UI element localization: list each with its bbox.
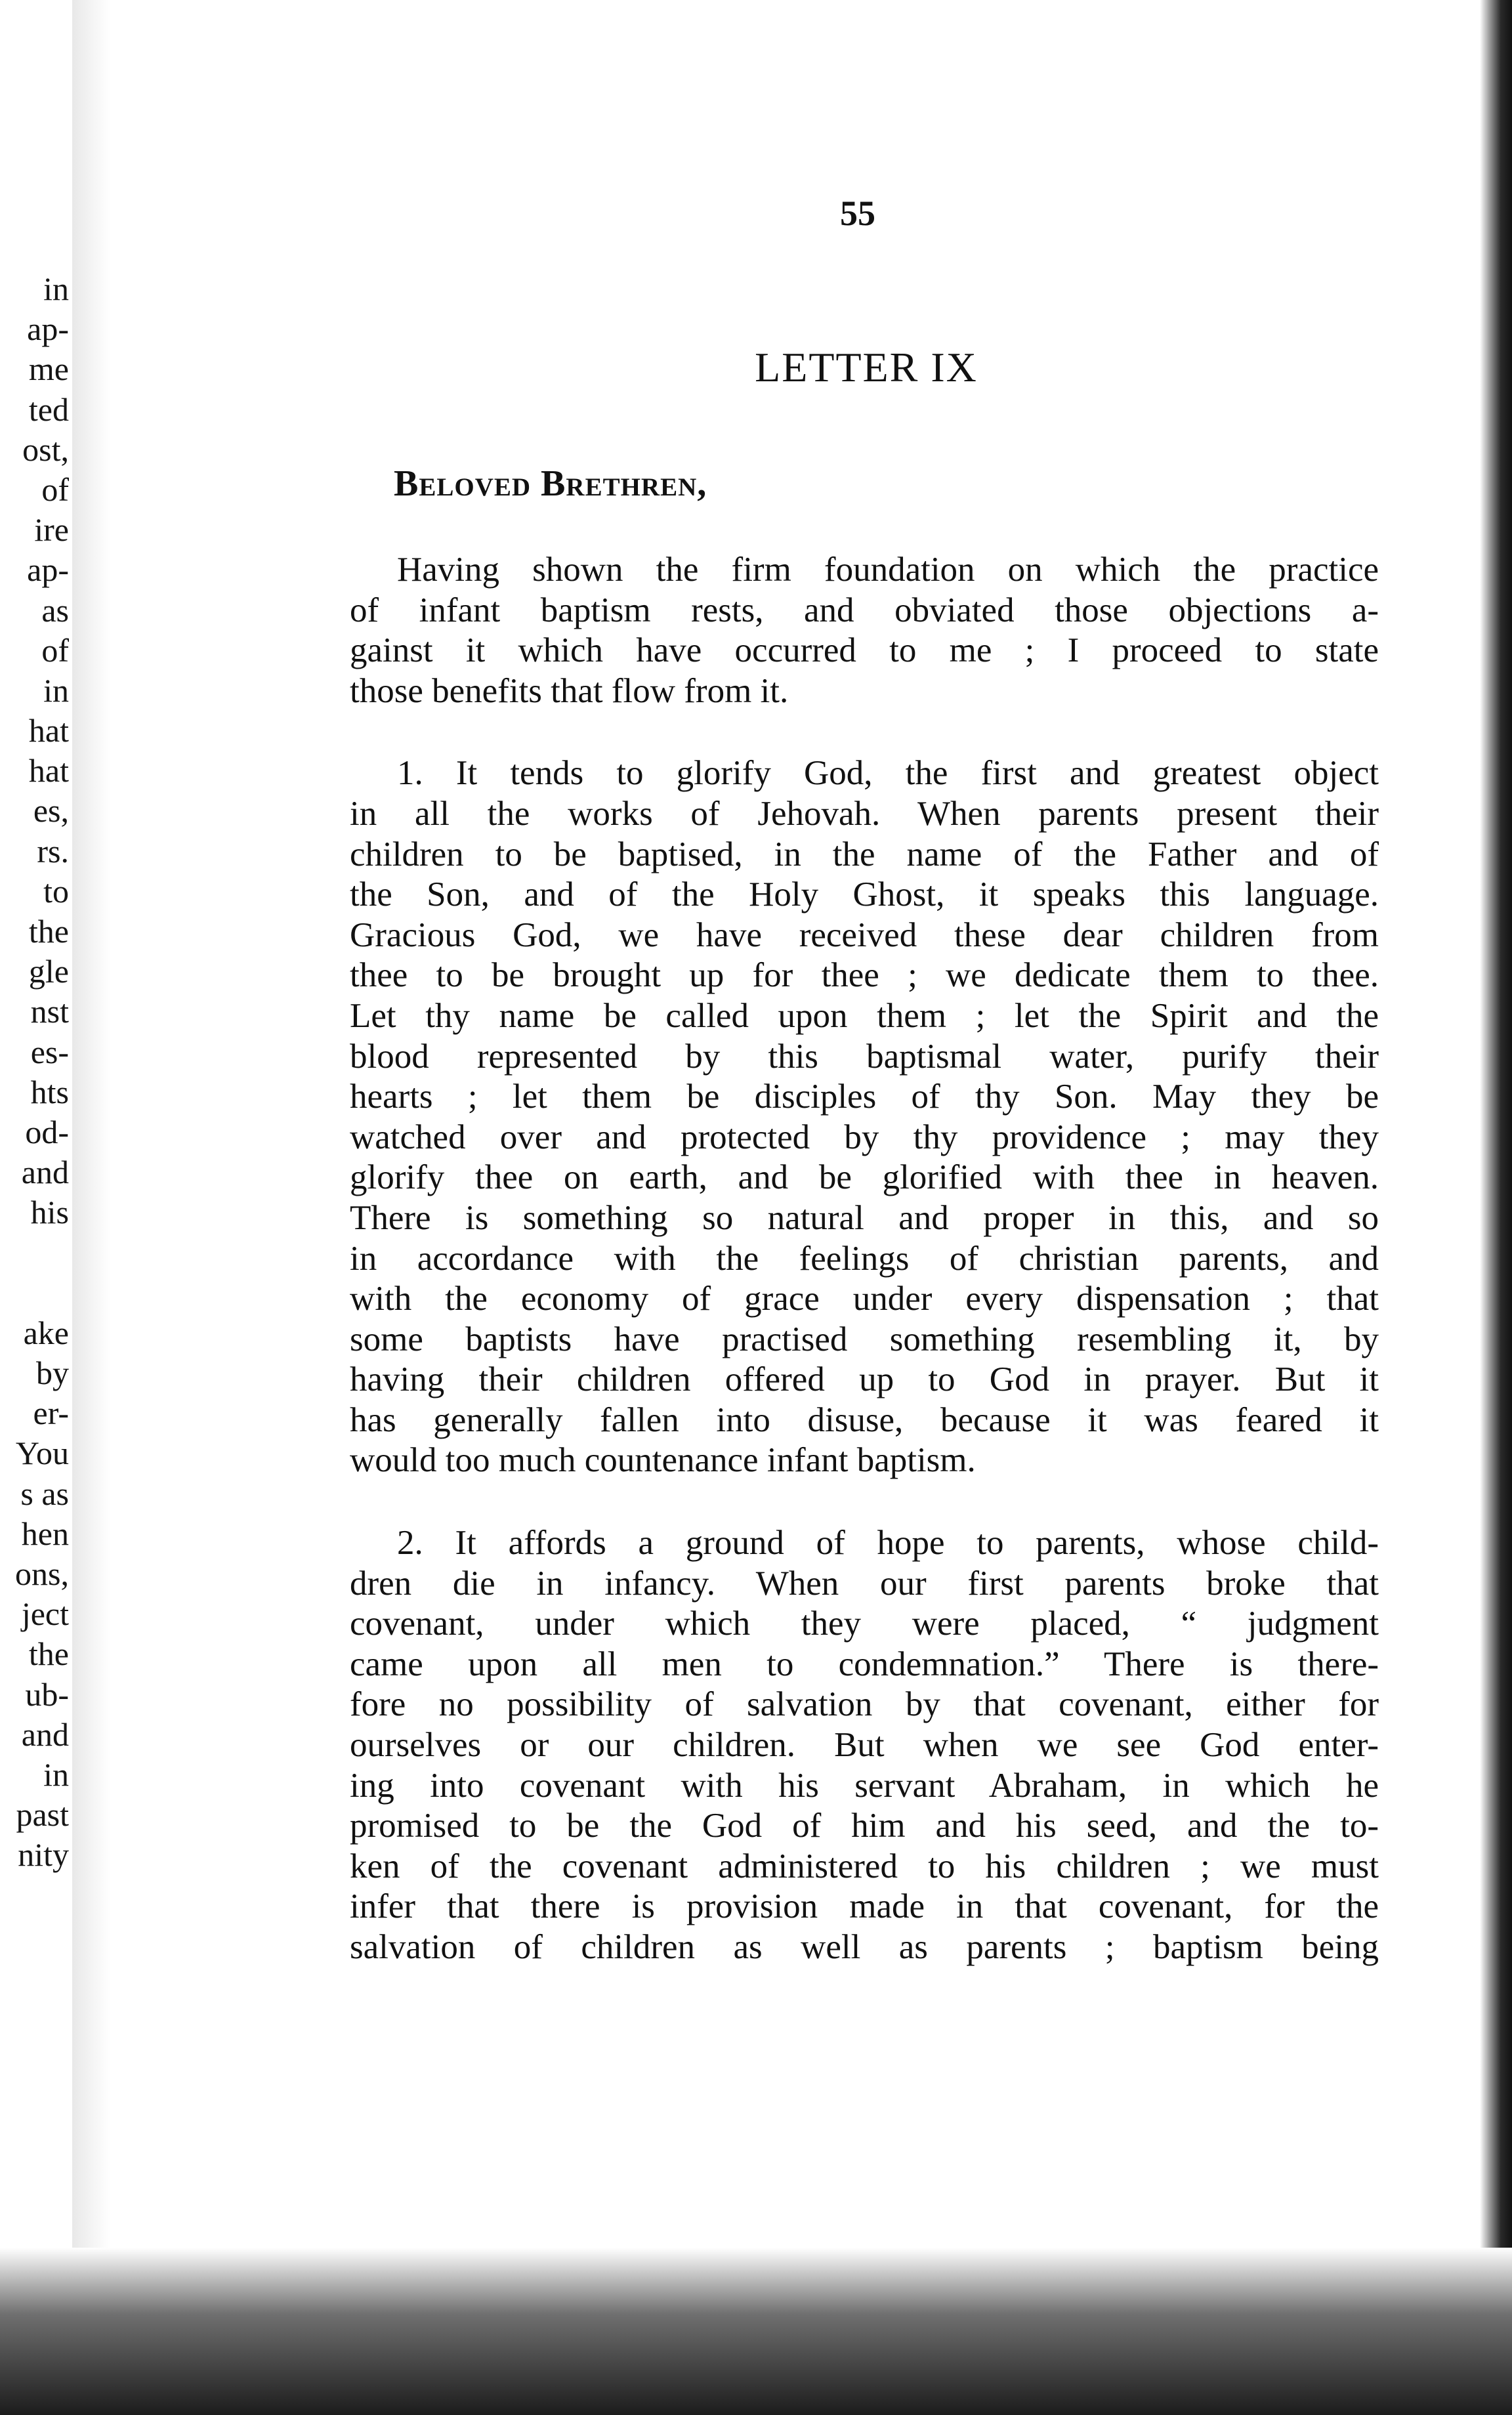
paragraph-1 bbox=[350, 753, 1379, 1481]
text-line: the Son, and of the Holy Ghost, it speaks this language. bbox=[350, 875, 1379, 914]
facing-fragment bbox=[0, 1273, 69, 1313]
text-line: children to be baptised, in the name of the Father and of bbox=[350, 835, 1379, 873]
text-line: would too much countenance infant baptism. bbox=[350, 1441, 976, 1480]
facing-fragment: ub- bbox=[25, 1675, 69, 1713]
scan-bottom-shadow bbox=[0, 2248, 1512, 2415]
facing-fragment: me bbox=[28, 350, 69, 388]
facing-fragment: es- bbox=[30, 1033, 69, 1070]
page-number: 55 bbox=[840, 194, 875, 233]
text-line: hearts ; let them be disciples of thy Son. May they be bbox=[350, 1078, 1379, 1116]
facing-fragment: past bbox=[16, 1796, 69, 1834]
facing-fragment: ost, bbox=[22, 430, 69, 468]
facing-fragment: s as bbox=[20, 1475, 69, 1512]
text-line: Gracious God, we have received these dear children from bbox=[350, 915, 1379, 954]
facing-fragment: the bbox=[28, 1635, 69, 1673]
facing-fragment: and bbox=[21, 1715, 69, 1753]
facing-fragment: in bbox=[43, 671, 69, 709]
facing-fragment: ons, bbox=[15, 1555, 69, 1592]
facing-fragment: hat bbox=[28, 712, 69, 749]
text-line: promised to be the God of him and his seed, and the to- bbox=[350, 1807, 1379, 1845]
text-line: infer that there is provision made in that covenant, for the bbox=[350, 1887, 1379, 1926]
facing-fragment: in bbox=[43, 270, 69, 307]
text-line: has generally fallen into disuse, because it was feared it bbox=[350, 1400, 1379, 1439]
facing-fragment: ire bbox=[34, 511, 69, 549]
text-line: glorify thee on earth, and be glorified with thee in heaven. bbox=[350, 1158, 1379, 1197]
facing-fragment: to bbox=[43, 872, 69, 910]
text-line: blood represented by this baptismal water, purify their bbox=[350, 1037, 1379, 1076]
text-line: fore no possibility of salvation by that covenant, either for bbox=[350, 1685, 1379, 1724]
text-line: in accordance with the feelings of christian parents, and bbox=[350, 1239, 1379, 1278]
facing-fragment: ap- bbox=[27, 551, 69, 589]
facing-fragment: rs. bbox=[37, 832, 69, 870]
facing-fragment: ap- bbox=[27, 310, 69, 348]
text-line: watched over and protected by thy providence ; may they bbox=[350, 1118, 1379, 1156]
page-edge-shadow bbox=[1480, 0, 1512, 2415]
text-line: having their children offered up to God in prayer. But it bbox=[350, 1360, 1379, 1399]
letter-heading: LETTER IX bbox=[755, 344, 978, 390]
text-line: thee to be brought up for thee ; we dedicate them to thee. bbox=[350, 956, 1379, 995]
paragraph-2 bbox=[350, 1523, 1379, 1968]
facing-fragment: and bbox=[21, 1154, 69, 1191]
facing-fragment: nity bbox=[18, 1836, 69, 1874]
text-line: some baptists have practised something resembling it, by bbox=[350, 1320, 1379, 1358]
facing-fragment: hts bbox=[30, 1073, 69, 1110]
facing-fragment: his bbox=[30, 1194, 69, 1231]
letter-body bbox=[350, 550, 1379, 1968]
text-line: salvation of children as well as parents ; baptism being bbox=[350, 1928, 1379, 1966]
text-line: ing into covenant with his servant Abraham, in which he bbox=[350, 1766, 1379, 1805]
text-line: There is something so natural and proper in this, and so bbox=[350, 1198, 1379, 1237]
facing-fragment: gle bbox=[28, 953, 69, 990]
text-line: in all the works of Jehovah. When parents present their bbox=[350, 794, 1379, 833]
facing-fragment: of bbox=[41, 631, 69, 669]
facing-fragment: hen bbox=[21, 1515, 69, 1552]
facing-fragment: hat bbox=[28, 752, 69, 789]
facing-page-margin bbox=[0, 269, 69, 1876]
text-line: covenant, under which they were placed, “ judgment bbox=[350, 1605, 1379, 1643]
facing-fragment bbox=[0, 1233, 69, 1273]
facing-fragment: ject bbox=[21, 1595, 69, 1633]
facing-fragment: the bbox=[28, 913, 69, 950]
text-line: those benefits that flow from it. bbox=[350, 671, 789, 710]
facing-fragment: ted bbox=[28, 390, 69, 428]
facing-fragment: nst bbox=[30, 993, 69, 1030]
facing-fragment: es, bbox=[33, 792, 69, 830]
facing-fragment: od- bbox=[25, 1113, 69, 1150]
text-line: ken of the covenant administered to his children ; we must bbox=[350, 1847, 1379, 1885]
facing-fragment: er- bbox=[33, 1395, 69, 1432]
facing-fragment: of bbox=[41, 471, 69, 508]
text-line: ourselves or our children. But when we see God enter- bbox=[350, 1726, 1379, 1765]
salutation: Beloved Brethren, bbox=[394, 463, 707, 504]
facing-fragment: by bbox=[36, 1354, 69, 1392]
facing-fragment: ake bbox=[23, 1314, 69, 1351]
text-line: dren die in infancy. When our first parents broke that bbox=[350, 1564, 1379, 1603]
text-line: Having shown the firm foundation on which the practice bbox=[397, 551, 1379, 589]
text-line: 1. It tends to glorify God, the first and greatest object bbox=[397, 754, 1379, 793]
text-line: Let thy name be called upon them ; let the Spirit and the bbox=[350, 996, 1379, 1035]
page-gutter-shadow bbox=[72, 0, 110, 2415]
text-line: of infant baptism rests, and obviated those objections a- bbox=[350, 591, 1379, 629]
text-line: gainst it which have occurred to me ; I proceed to state bbox=[350, 631, 1379, 670]
text-line: came upon all men to condemnation.” There is there- bbox=[350, 1645, 1379, 1683]
text-line: with the economy of grace under every dispensation ; that bbox=[350, 1280, 1379, 1318]
facing-fragment: as bbox=[41, 591, 69, 629]
text-line: 2. It affords a ground of hope to parents, whose child- bbox=[397, 1524, 1379, 1563]
facing-fragment: You bbox=[15, 1435, 69, 1472]
facing-fragment: in bbox=[43, 1755, 69, 1793]
paragraph-intro bbox=[350, 550, 1379, 711]
